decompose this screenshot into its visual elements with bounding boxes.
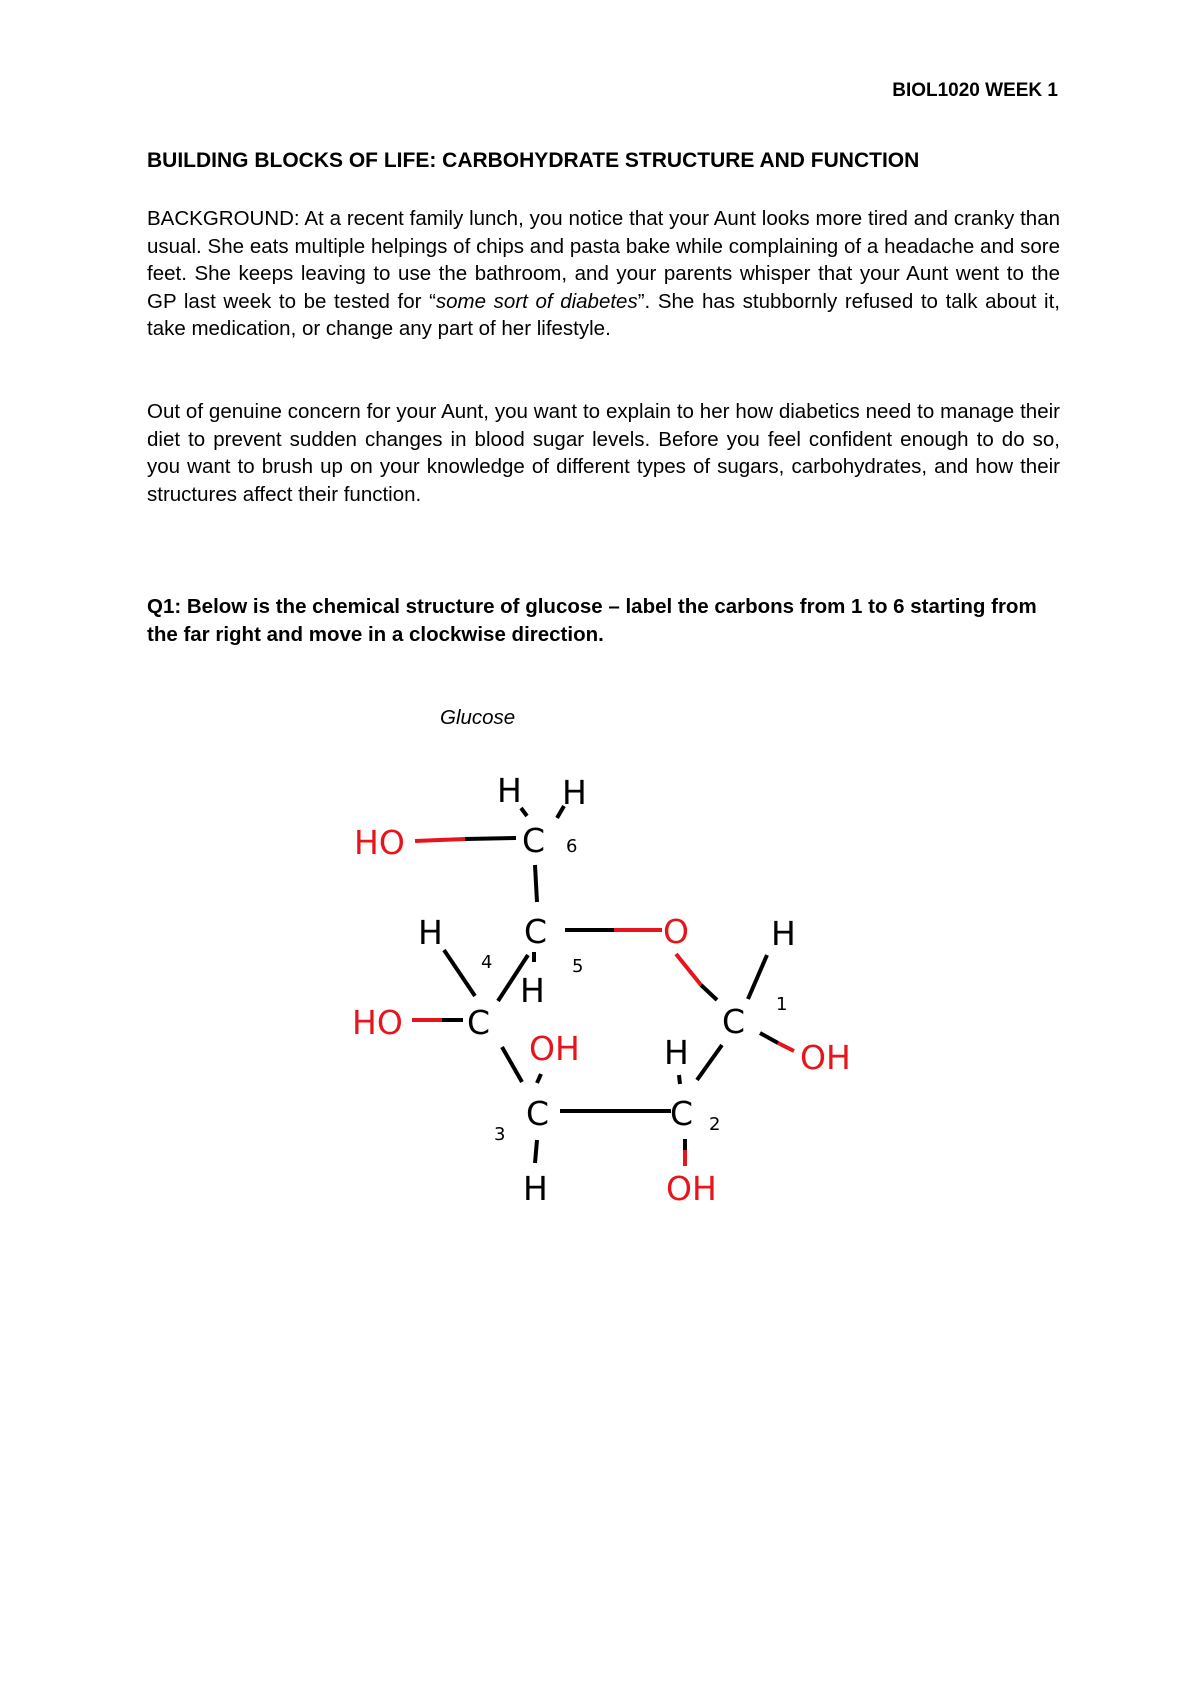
- figure-caption: Glucose: [440, 706, 516, 729]
- atom-c4: C: [467, 1003, 491, 1042]
- atom-h-c2: H: [664, 1033, 689, 1072]
- bond-h-c1: [748, 955, 767, 999]
- bond-h-c4: [444, 950, 475, 996]
- atom-oh-c1: OH: [800, 1038, 851, 1077]
- atom-c1: C: [722, 1002, 746, 1041]
- atom-oh-c2: OH: [666, 1169, 717, 1208]
- background-text-start: BACKGROUND: At a recent family lunch, you notice that your Aunt looks more tired and cranky than usual. She eats multiple helpings of chips and pasta bake while complaining of a headache and sore feet. She keeps leaving to use the bathroom, and your parents whisper that your Aunt went to the GP last week to be tested for “: [147, 207, 1060, 313]
- atom-c5: C: [524, 912, 548, 951]
- background-text-end: ”. She has stubbornly refused to talk about it, take medication, or change any part of her lifestyle.: [147, 289, 1060, 340]
- atom-o-ring: O: [663, 912, 689, 951]
- bond-c1-oh-red: [778, 1043, 794, 1051]
- bond-c3-h: [535, 1140, 537, 1163]
- atom-c2: C: [670, 1094, 694, 1133]
- atom-c6: C: [522, 821, 546, 860]
- concern-paragraph: Out of genuine concern for your Aunt, you want to explain to her how diabetics need to manage their diet to prevent sudden changes in blood sugar levels. Before you feel confident enough to do so, you want to brush up on your knowledge of different types of sugars, carbohydrates, and how their structures affect their function.: [147, 400, 1060, 506]
- bond-o-c1-red: [676, 954, 701, 985]
- atom-h-c4: H: [418, 913, 443, 952]
- bond-oh-c3: [537, 1074, 541, 1083]
- atom-h-c1: H: [771, 914, 796, 953]
- bond-ho-c6-red: [415, 839, 465, 841]
- carbon-label-3: 3: [494, 1124, 506, 1145]
- bond-ho-c6-black: [465, 838, 516, 839]
- atom-c3: C: [526, 1094, 550, 1133]
- carbon-label-2: 2: [709, 1114, 721, 1135]
- bond-c4-c3: [502, 1047, 522, 1082]
- carbon-label-6: 6: [566, 836, 578, 857]
- atom-ho-c4: HO: [352, 1003, 403, 1042]
- atom-ho-c6: HO: [354, 823, 405, 862]
- background-italic-text: some sort of diabetes: [435, 289, 638, 313]
- document-title: BUILDING BLOCKS OF LIFE: CARBOHYDRATE STRUCTURE AND FUNCTION: [147, 149, 920, 172]
- bond-o-c1-black: [701, 985, 717, 1000]
- carbon-label-5: 5: [572, 956, 584, 977]
- bond-c6-c5: [535, 865, 537, 902]
- bond-c2-h: [679, 1075, 680, 1084]
- atom-oh-c3: OH: [529, 1029, 580, 1068]
- atom-h-c3: H: [523, 1169, 548, 1208]
- bond-h-c6-a: [521, 808, 527, 816]
- bond-c2-c1: [697, 1045, 722, 1080]
- course-code-header: BIOL1020 WEEK 1: [892, 80, 1058, 101]
- atom-h-c5: H: [520, 971, 545, 1010]
- atom-h-c6-b: H: [562, 773, 587, 812]
- bond-c1-oh-black: [760, 1033, 778, 1043]
- carbon-label-1: 1: [776, 994, 788, 1015]
- carbon-label-4: 4: [481, 952, 493, 973]
- atom-h-c6-a: H: [497, 771, 522, 810]
- question-1: Q1: Below is the chemical structure of glucose – label the carbons from 1 to 6 starting from the far right and move in a clockwise direction.: [147, 595, 1037, 646]
